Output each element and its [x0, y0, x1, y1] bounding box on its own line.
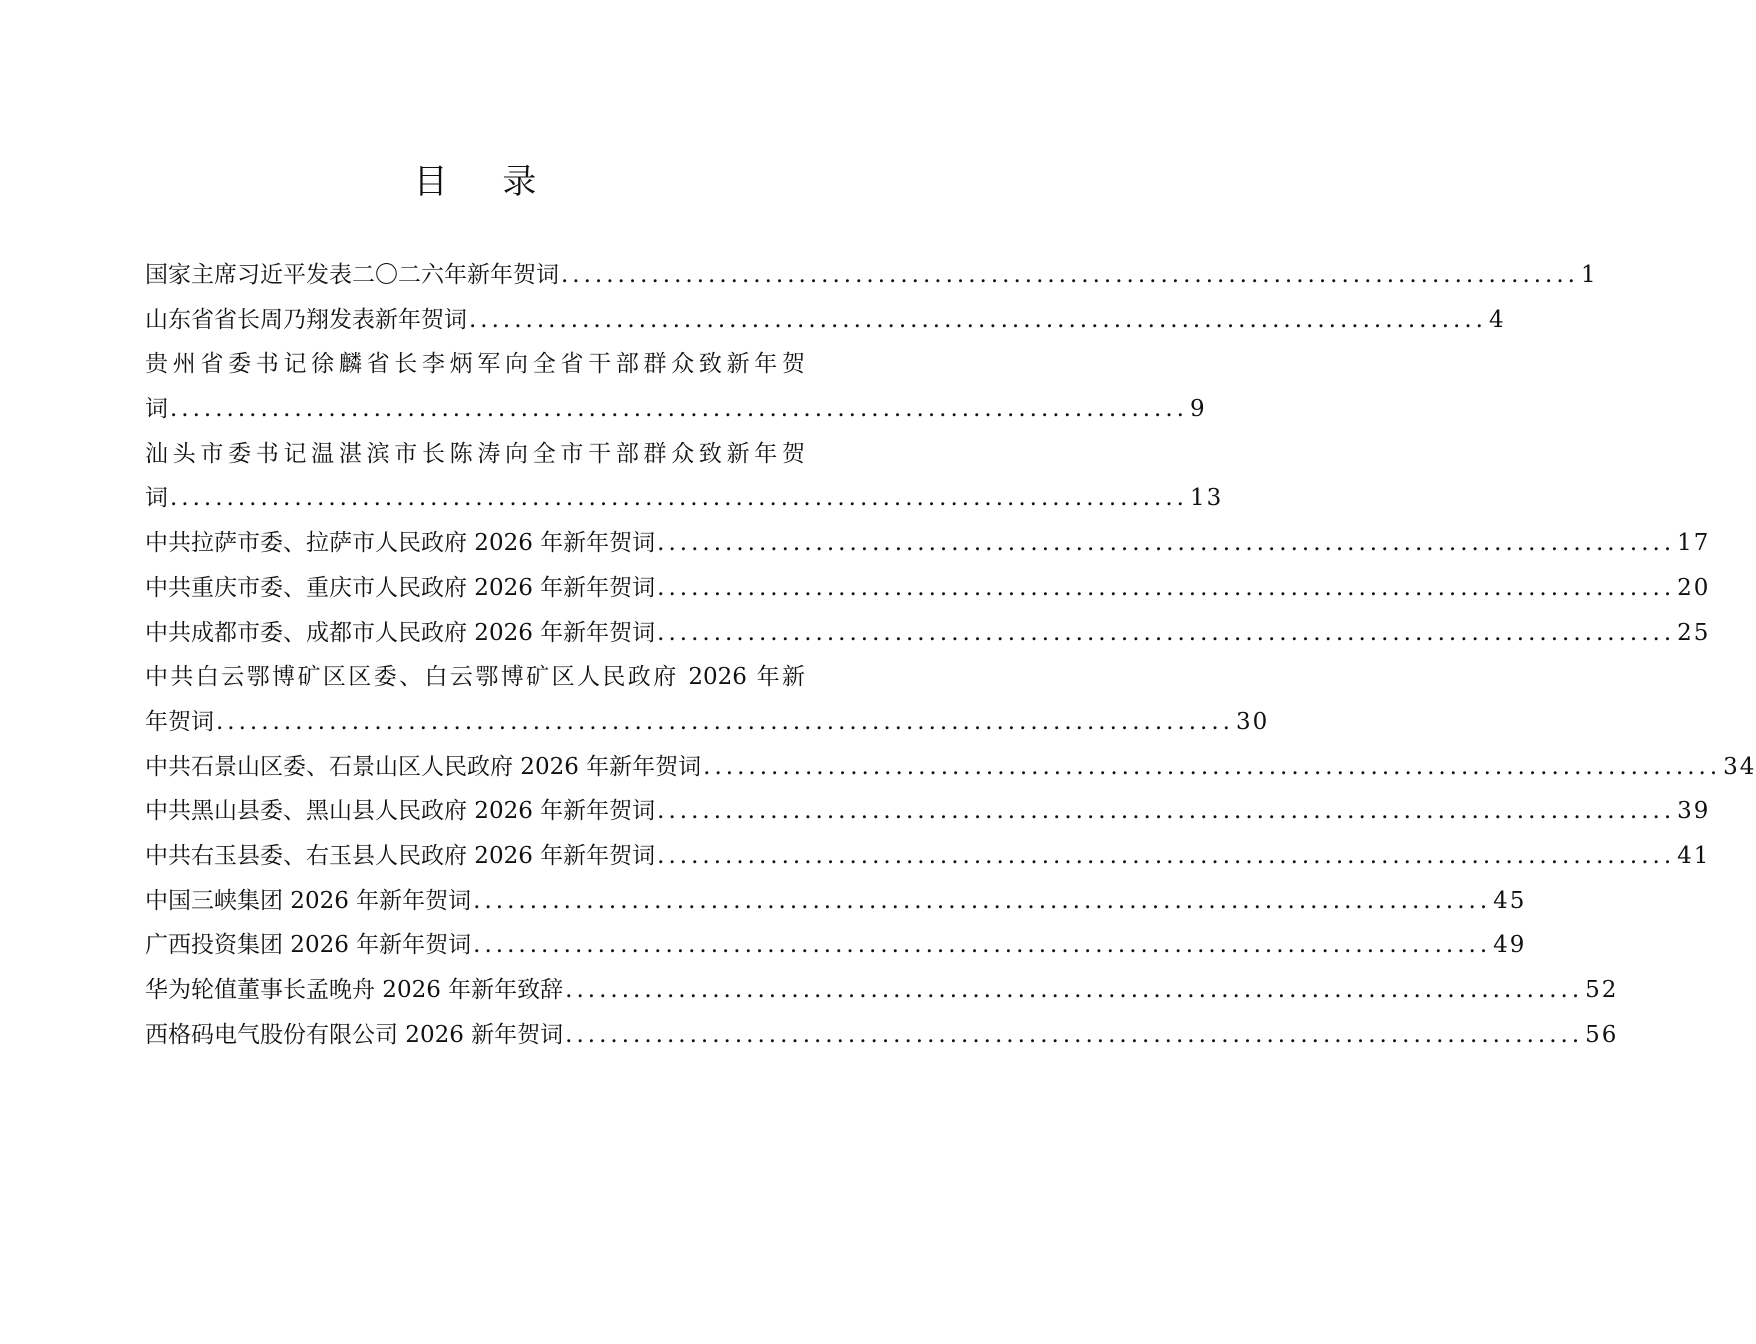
toc-leader-dots: .......................................................................................... — [657, 798, 1676, 825]
toc-entry[interactable] — [145, 879, 1527, 924]
toc-page-number: 30 — [1236, 708, 1270, 735]
toc-entry-title: 中共黑山县委、黑山县人民政府 2026 年新年贺词 — [145, 798, 656, 825]
toc-entry[interactable] — [145, 834, 1711, 879]
toc-entry-line2[interactable] — [145, 387, 1207, 432]
toc-page-number: 45 — [1493, 887, 1527, 914]
toc-entry[interactable] — [145, 521, 1711, 566]
toc-entry[interactable] — [145, 923, 1527, 968]
toc-leader-dots: .......................................................................................... — [565, 977, 1584, 1003]
toc-entry-line2[interactable] — [145, 476, 1224, 521]
toc-leader-dots: .......................................................................................... — [170, 485, 1188, 512]
toc-page-number: 39 — [1677, 798, 1711, 825]
toc-leader-dots: .......................................................................................... — [657, 842, 1676, 869]
toc-entry-title: 中共白云鄂博矿区区委、白云鄂博矿区人民政府 2026 年新 — [145, 664, 805, 691]
toc-entry-title: 中共右玉县委、右玉县人民政府 2026 年新年贺词 — [145, 842, 656, 869]
toc-entry-title: 中共石景山区委、石景山区人民政府 2026 年新年贺词 — [145, 753, 702, 780]
toc-page-number: 13 — [1190, 485, 1224, 512]
toc-entry-title: 贵州省委书记徐麟省长李炳军向全省干部群众致新年贺 — [145, 351, 805, 378]
toc-leader-dots: .......................................................................................... — [657, 574, 1676, 601]
toc-leader-dots: .......................................................................................... — [469, 306, 1487, 333]
toc-leader-dots: .......................................................................................... — [657, 530, 1676, 557]
toc-entry-title: 山东省省长周乃翔发表新年贺词 — [145, 306, 467, 333]
toc-entry-line1[interactable] — [145, 432, 805, 477]
toc-leader-dots: .......................................................................................... — [657, 619, 1676, 646]
toc-entry-title: 广西投资集团 2026 年新年贺词 — [145, 932, 472, 959]
toc-page-number: 52 — [1585, 977, 1619, 1003]
toc-entry[interactable] — [145, 298, 1506, 343]
toc-entry[interactable] — [145, 1013, 1619, 1058]
toc-entry-title: 中共拉萨市委、拉萨市人民政府 2026 年新年贺词 — [145, 530, 656, 557]
toc-entry-title: 华为轮值董事长孟晚舟 2026 年新年致辞 — [145, 977, 564, 1003]
toc-entry[interactable] — [145, 745, 1756, 790]
toc-entry[interactable] — [145, 566, 1711, 611]
toc-leader-dots: .......................................................................................... — [561, 262, 1579, 288]
toc-entry-title-cont: 词 — [145, 485, 168, 512]
toc-page-number: 1 — [1581, 262, 1598, 288]
toc-entry[interactable] — [145, 968, 1619, 1013]
table-of-contents — [145, 253, 1756, 1057]
toc-page-number: 41 — [1677, 842, 1711, 869]
toc-leader-dots: .......................................................................................... — [473, 887, 1492, 914]
toc-entry-line1[interactable] — [145, 655, 805, 700]
toc-page-number: 20 — [1677, 574, 1711, 601]
toc-entry-title: 中共成都市委、成都市人民政府 2026 年新年贺词 — [145, 619, 656, 646]
toc-leader-dots: .......................................................................................... — [565, 1021, 1584, 1048]
toc-page-number: 56 — [1585, 1021, 1619, 1048]
toc-page-number: 9 — [1190, 396, 1207, 423]
toc-page-number: 17 — [1677, 530, 1711, 557]
toc-leader-dots: .......................................................................................... — [216, 708, 1234, 735]
toc-entry-line2[interactable] — [145, 700, 1270, 745]
toc-entry[interactable] — [145, 253, 1598, 298]
toc-entry-title: 汕头市委书记温湛滨市长陈涛向全市干部群众致新年贺 — [145, 440, 805, 467]
toc-entry-title: 西格码电气股份有限公司 2026 新年贺词 — [145, 1021, 564, 1048]
toc-page-number: 25 — [1677, 619, 1711, 646]
toc-leader-dots: .......................................................................................... — [703, 753, 1722, 780]
toc-page-number: 34 — [1723, 753, 1756, 780]
toc-page-number: 49 — [1493, 932, 1527, 959]
toc-entry-title: 中共重庆市委、重庆市人民政府 2026 年新年贺词 — [145, 574, 656, 601]
toc-entry-title: 中国三峡集团 2026 年新年贺词 — [145, 887, 472, 914]
toc-entry[interactable] — [145, 611, 1711, 656]
page-title: 目 录 — [413, 162, 559, 202]
toc-entry[interactable] — [145, 789, 1711, 834]
toc-entry-title: 国家主席习近平发表二〇二六年新年贺词 — [145, 262, 559, 288]
toc-entry-title-cont: 词 — [145, 396, 168, 423]
toc-entry-title-cont: 年贺词 — [145, 708, 214, 735]
toc-page-number: 4 — [1489, 306, 1506, 333]
toc-leader-dots: .......................................................................................... — [170, 396, 1188, 423]
toc-entry-line1[interactable] — [145, 342, 805, 387]
toc-leader-dots: .......................................................................................... — [473, 932, 1492, 959]
